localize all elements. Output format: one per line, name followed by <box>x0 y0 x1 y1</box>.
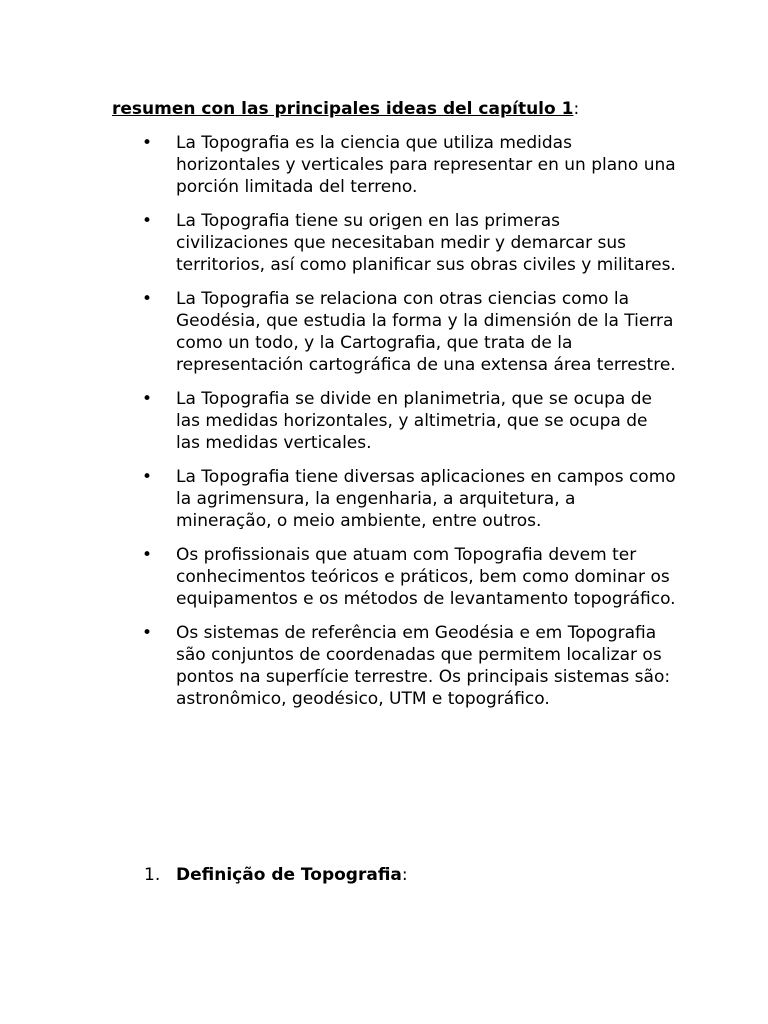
section-number: 1. <box>144 865 161 885</box>
document-heading <box>112 98 579 120</box>
list-item-text: La Topografia se relaciona con otras ciencias como la Geodésia, que estudia la forma y la dimensión de la Tierra como un todo, y la Cartografia, que trata de la representación cartográfica de una extensa área terrestre. <box>176 289 676 375</box>
section-title: Definição de Topografia <box>176 865 402 885</box>
list-item-text: Os profissionais que atuam com Topografia devem ter conhecimentos teóricos e práticos, bem como dominar os equipamentos e os métodos de levantamento topográfico. <box>176 545 676 609</box>
list-item <box>0 544 676 610</box>
list-item <box>0 622 676 710</box>
list-item-text: La Topografia tiene diversas aplicaciones en campos como la agrimensura, la engenharia, a arquitetura, a mineração, o meio ambiente, entre outros. <box>176 467 676 531</box>
bullet-marker: • <box>142 389 153 409</box>
list-item <box>0 132 676 198</box>
list-item-text: La Topografia tiene su origen en las primeras civilizaciones que necesitaban medir y demarcar sus territorios, así como planificar sus obras civiles y militares. <box>176 211 676 275</box>
list-item-text: La Topografia se divide en planimetria, que se ocupa de las medidas horizontales, y altimetria, que se ocupa de las medidas verticales. <box>176 389 652 453</box>
list-item <box>0 288 676 376</box>
numbered-section-heading <box>144 864 408 886</box>
list-item <box>0 388 676 454</box>
bullet-marker: • <box>142 133 153 153</box>
bullet-marker: • <box>142 467 153 487</box>
bullet-marker: • <box>142 211 153 231</box>
heading-suffix: : <box>573 99 580 119</box>
section-title-suffix: : <box>401 865 408 885</box>
bullet-marker: • <box>142 545 153 565</box>
list-item <box>0 466 676 532</box>
bullet-marker: • <box>142 623 153 643</box>
list-item <box>0 210 676 276</box>
bullet-marker: • <box>142 289 153 309</box>
heading-title: resumen con las principales ideas del capítulo 1 <box>112 99 574 119</box>
list-item-text: Os sistemas de referência em Geodésia e em Topografia são conjuntos de coordenadas que permitem localizar os pontos na superfície terrestre. Os principais sistemas são: astronômico, geodésico, UTM e topográfico. <box>176 623 671 709</box>
bullet-list <box>0 132 768 722</box>
list-item-text: La Topografia es la ciencia que utiliza medidas horizontales y verticales para representar en un plano una porción limitada del terreno. <box>176 133 676 197</box>
